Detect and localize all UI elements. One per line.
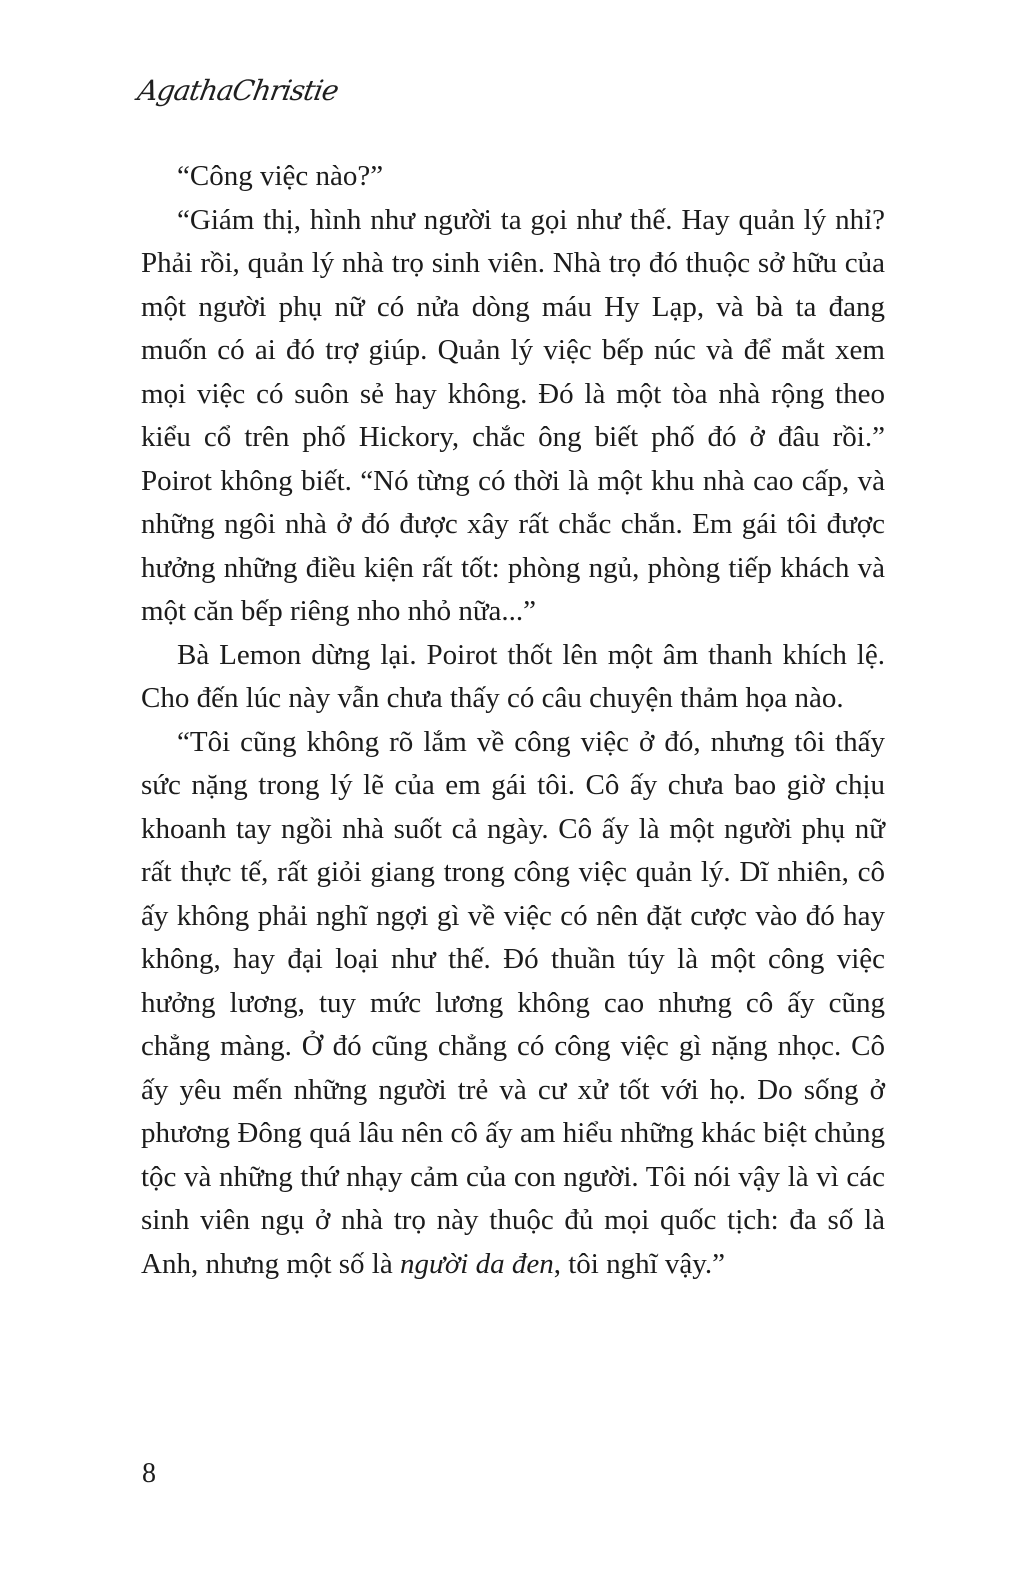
body-text (141, 155, 885, 1286)
paragraph-text-before: “Tôi cũng không rõ lắm về công việc ở đó, nhưng tôi thấy sức nặng trong lý lẽ của em gái tôi. Cô ấy chưa bao giờ chịu khoanh tay ngồi nhà suốt cả ngày. Cô ấy là một người phụ nữ rất thực tế, rất giỏi giang trong công việc quản lý. Dĩ nhiên, cô ấy không phải nghĩ ngợi gì về việc có nên đặt cược vào đó hay không, hay đại loại như thế. Đó thuần túy là một công việc hưởng lương, tuy mức lương không cao nhưng cô ấy cũng chẳng màng. Ở đó cũng chẳng có công việc gì nặng nhọc. Cô ấy yêu mến những người trẻ và cư xử tốt với họ. Do sống ở phương Đông quá lâu nên cô ấy am hiểu những khác biệt chủng tộc và những thứ nhạy cảm của con người. Tôi nói vậy là vì các sinh viên ngụ ở nhà trọ này thuộc đủ mọi quốc tịch: đa số là Anh, nhưng một số là (141, 725, 885, 1280)
author-signature-logo: AgathaChristie (135, 74, 341, 107)
paragraph-dialogue-2: “Giám thị, hình như người ta gọi như thế. Hay quản lý nhỉ? Phải rồi, quản lý nhà trọ sinh viên. Nhà trọ đó thuộc sở hữu của một người phụ nữ có nửa dòng máu Hy Lạp, và bà ta đang muốn có ai đó trợ giúp. Quản lý việc bếp núc và để mắt xem mọi việc có suôn sẻ hay không. Đó là một tòa nhà rộng theo kiểu cổ trên phố Hickory, chắc ông biết phố đó ở đâu rồi.” Poirot không biết. “Nó từng có thời là một khu nhà cao cấp, và những ngôi nhà ở đó được xây rất chắc chắn. Em gái tôi được hưởng những điều kiện rất tốt: phòng ngủ, phòng tiếp khách và một căn bếp riêng nho nhỏ nữa...” (141, 203, 885, 627)
paragraph-dialogue-1: “Công việc nào?” (177, 160, 384, 192)
page-number: 8 (142, 1458, 156, 1489)
paragraph-dialogue-3 (141, 721, 885, 1287)
paragraph-italic-text: người da đen (400, 1247, 554, 1280)
paragraph-text-after: , tôi nghĩ vậy.” (553, 1247, 726, 1280)
paragraph-narration: Bà Lemon dừng lại. Poirot thốt lên một âm thanh khích lệ. Cho đến lúc này vẫn chưa thấy có câu chuyện thảm họa nào. (141, 638, 885, 714)
